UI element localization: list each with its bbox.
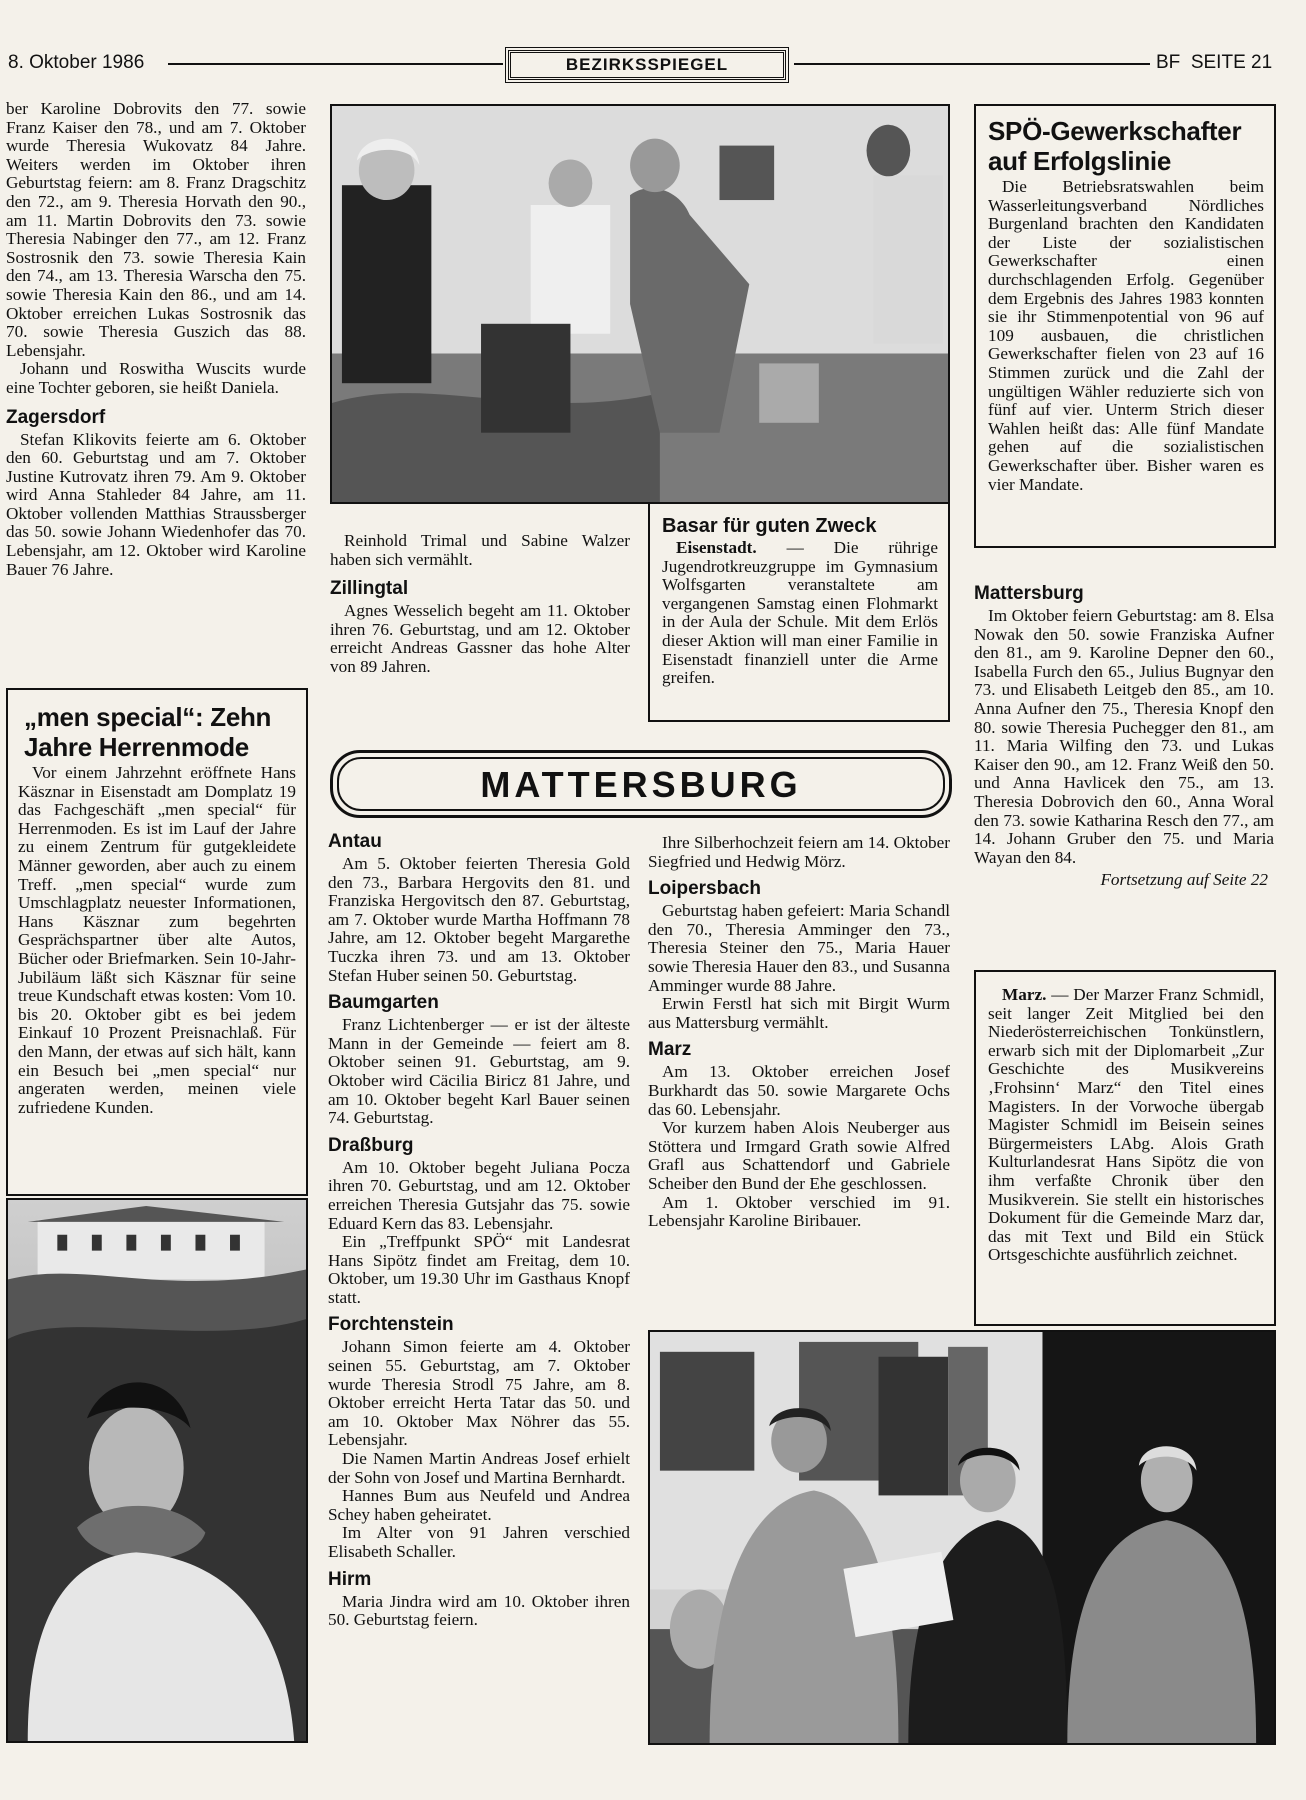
header-section: BEZIRKSSPIEGEL: [565, 55, 729, 74]
married-notice: Reinhold Trimal und Sabine Walzer haben sich vermählt.: [330, 531, 630, 569]
header-date: 8. Oktober 1986: [8, 52, 145, 73]
col-right-mattersburg: [974, 576, 1274, 890]
photo-herrenmode: [6, 1198, 308, 1743]
basar-box: [648, 504, 950, 722]
mattersburg-text: Im Oktober feiern Geburtstag: am 8. Elsa Nowak den 50. sowie Franziska Aufner den 81., am 9. Karoline Depner den 60., Isabella Furch den 65., Julius Bugnyar den 73. und Elisabeth Leitgeb den 85., am 10. Anna Aufner den 75., Theresia Knopf den 80. sowie Theresia Puchegger den 81., am 11. Maria Wilfing den 73. und Lukas Kaiser den 90., am 12. Franz Weiß den 50. und Anna Havlicek den 75., am 13. Theresia Dobrovich den 60., Anna Woral den 73. sowie Katharina Resch den 77., am 14. Johann Gruber den 75. und Maria Wayan den 84.: [974, 606, 1274, 867]
birth-notice: Johann und Roswitha Wuscits wurde eine Tochter geboren, sie heißt Daniela.: [6, 359, 306, 397]
zillingtal-text: Agnes Wesselich begeht am 11. Oktober ihren 76. Geburtstag, und am 12. Oktober erreicht Andreas Gassner das hohe Alter von 89 Jahren.: [330, 601, 630, 676]
marz-text-1: Am 13. Oktober erreichen Josef Burkhardt das 50. sowie Margarete Ochs das 60. Lebensjahr.: [648, 1062, 950, 1119]
marz-heading: Marz: [648, 1039, 692, 1061]
hirm-heading: Hirm: [328, 1568, 372, 1590]
spoe-box: [974, 104, 1276, 548]
mattersburg-banner-text: MATTERSBURG: [337, 757, 945, 811]
baumgarten-text: Franz Lichtenberger — er ist der älteste Mann in der Gemeinde — feiert am 8. Oktober seinen 91. Geburtstag, am 9. Oktober wird Cäcilia Biricz 81 Jahre, und am 10. Oktober begeht Karl Bauer seinen 74. Geburtstag.: [328, 1015, 630, 1128]
loipersbach-text-2: Erwin Ferstl hat sich mit Birgit Wurm aus Mattersburg vermählt.: [648, 994, 950, 1032]
zagersdorf-text: Stefan Klikovits feierte am 6. Oktober den 60. Geburtstag und am 7. Oktober Justine Kutrovatz ihren 79. Am 9. Oktober wird Anna Stahleder 84 Jahre, am 11. Oktober vollenden Matthias Straussberger das 50. sowie Johann Wiedenhofer das 70. Lebensjahr, am 12. Oktober wird Karoline Bauer 76 Jahre.: [6, 429, 306, 579]
drassburg-heading: Draßburg: [328, 1134, 414, 1156]
hirm-text: Maria Jindra wird am 10. Oktober ihren 50. Geburtstag feiern.: [328, 1591, 630, 1630]
col-b2: [648, 834, 950, 1231]
antau-heading: Antau: [328, 831, 382, 852]
marz-box-text: — Der Marzer Franz Schmidl, seit langer Zeit Mitglied bei den Niederösterreichischen Tonkünstlern, erwarb sich mit der Diplomarbeit „Zur Geschichte des Musikvereins ‚Frohsinn‘ Marz“ den Titel eines Magisters. In der Vorwoche übergab Magister Schmidl im Beisein seines Bürgermeisters LAbg. Alois Grath Kulturlandesrat Hans Sipötz die von ihm verfaßte Chronik über den Musikverein. Sie stellt ein historisches Dokument für die Gemeinde Marz dar, das mit Text und Bild ein Stück Ortsgeschichte ausführlich zeichnet.: [988, 985, 1264, 1265]
baumgarten-heading: Baumgarten: [328, 992, 439, 1014]
forchtenstein-text-1: Johann Simon feierte am 4. Oktober seinen 55. Geburtstag, am 7. Oktober wurde Theresia Strodl 75 Jahre, am 8. Oktober erreicht Herta Tatar das 50. und am 10. Oktober Max Nöhrer das 55. Lebensjahr.: [328, 1337, 630, 1450]
marz-dateline: Marz.: [1002, 985, 1047, 1004]
header-rule-right: [794, 63, 1150, 65]
header-rule-left: [168, 63, 503, 65]
page-header: [8, 50, 1300, 82]
mattersburg-heading: Mattersburg: [974, 583, 1084, 604]
men-special-box: [6, 688, 308, 1196]
loipersbach-heading: Loipersbach: [648, 878, 761, 900]
zillingtal-heading: Zillingtal: [330, 578, 409, 600]
header-page: BF SEITE 21: [1156, 52, 1273, 73]
forchtenstein-heading: Forchtenstein: [328, 1314, 454, 1336]
men-special-text: Vor einem Jahrzehnt eröffnete Hans Käsznar in Eisenstadt am Domplatz 19 das Fachgeschäft „men special“ für Herrenmoden. Es ist im Lauf der Jahre zu einem Zentrum für gutgekleidete Männer geworden, aber auch zu einem Treff. „men special“ wurde zum Umschlagplatz neuester Informationen, Hans Käsznar zum begehrten Gesprächspartner über alte Autos, Bücher oder Briefmarken. Sein 10-Jahr-Jubiläum läßt sich Käsznar für seine treue Kundschaft etwas kosten: Vom 10. bis 20. Oktober gibt es bei jedem Einkauf 10 Prozent Preisnachlaß. Für den Mann, der etwas auf sich hält, kann ein Besuch bei „men special“ nur angeraten werden, meinen viele zufriedene Kunden.: [18, 763, 296, 1117]
photo-chronik-uebergabe: [648, 1330, 1276, 1745]
spoe-text: Die Betriebsratswahlen beim Wasserleitungsverband Nördliches Burgenland brachten den Kandidaten der Liste der sozialistischen Gewerkschafter einen durchschlagenden Erfolg. Gegenüber dem Ergebnis des Jahres 1983 konnten sie ihr Stimmenpotential von 96 auf 109 ausbauen, die christlichen Gewerkschafter fielen von 23 auf 16 Stimmen zurück und die Zahl der ungültigen Wähler reduzierte sich von fünf auf vier. Unterm Strich dieser Wahlen heißt das: Alle fünf Mandate gehen auf die sozialistischen Gewerkschafter über. Bisher waren es vier Mandate.: [988, 177, 1264, 494]
drassburg-text-1: Am 10. Oktober begeht Juliana Pocza ihren 70. Geburtstag, und am 12. Oktober erreichen Theresia Gutsjahr das 75. sowie Eduard Kern das 83. Lebensjahr.: [328, 1157, 630, 1233]
zagersdorf-heading: Zagersdorf: [6, 406, 106, 428]
men-special-heading: „men special“: Zehn Jahre Herrenmode: [24, 702, 272, 762]
marz-text-2: Vor kurzem haben Alois Neuberger aus Stöttera und Irmgard Grath sowie Alfred Grafl aus Schattendorf und Gabriele Scheiber den Bund der Ehe geschlossen.: [648, 1118, 950, 1193]
basar-dateline: Eisenstadt.: [676, 538, 757, 557]
continued-note: Fortsetzung auf Seite 22: [1100, 870, 1268, 890]
loipersbach-text-1: Geburtstag haben gefeiert: Maria Schandl den 70., Theresia Amminger den 73., Theresia Steiner den 75., Maria Hauer sowie Theresia Hauer den 83., und Susanna Amminger wurde 88 Jahre.: [648, 901, 950, 995]
silver-wedding-notice: Ihre Silberhochzeit feiern am 14. Oktober Siegfried und Hedwig Mörz.: [648, 833, 950, 871]
birthday-list-continued: ber Karoline Dobrovits den 77. sowie Franz Kaiser den 78., und am 7. Oktober wurde Theresia Wukovatz 84 Jahre. Weiters werden im Oktober ihren Geburtstag feiern: am 8. Franz Dragschitz den 72., am 9. Theresia Horvath den 90., am 11. Martin Dobrovits den 73. sowie Theresia Nabinger den 77., am 12. Franz Sostrosnik den 73. sowie Theresia Kain den 74., am 13. Theresia Warscha den 75. sowie Theresia Kain den 86., und am 14. Oktober erreichen Lukas Sostrosnik das 70. sowie Theresia Guszich das 88. Lebensjahr.: [6, 99, 306, 360]
col-mid-top: [330, 532, 630, 677]
basar-heading: Basar für guten Zweck: [662, 515, 877, 537]
photo-flohmarkt: [330, 104, 950, 504]
col1-top: [6, 100, 306, 579]
drassburg-text-2: Ein „Treffpunkt SPÖ“ mit Landesrat Hans Sipötz findet am Freitag, dem 10. Oktober, um 19.30 Uhr im Gasthaus Knopf statt.: [328, 1232, 630, 1307]
header-section-box: [508, 50, 786, 80]
marz-text-3: Am 1. Oktober verschied im 91. Lebensjahr Karoline Biribauer.: [648, 1192, 950, 1231]
forchtenstein-text-3: Hannes Bum aus Neufeld und Andrea Schey haben geheiratet.: [328, 1486, 630, 1524]
forchtenstein-text-4: Im Alter von 91 Jahren verschied Elisabeth Schaller.: [328, 1523, 630, 1561]
basar-text: — Die rührige Jugendrotkreuzgruppe im Gymnasium Wolfsgarten veranstaltete am vergangenen Samstag einen Flohmarkt in der Aula der Schule. Mit dem Erlös dieser Aktion will man einer Familie in Eisenstadt finanziell unter die Arme greifen.: [662, 538, 938, 688]
forchtenstein-text-2: Die Namen Martin Andreas Josef erhielt der Sohn von Josef und Martina Bernhardt.: [328, 1449, 630, 1487]
col-b1: [328, 830, 630, 1630]
antau-text: Am 5. Oktober feierten Theresia Gold den 73., Barbara Hergovits den 81. und Franziska Hergovitsch den 87. Geburtstag, am 7. Oktober wurde Martha Hoffmann 78 Jahre, am 12. Oktober begeht Margarethe Tuczka ihren 73. und am 13. Oktober Stefan Huber seinen 50. Geburtstag.: [328, 854, 630, 985]
marz-box: [974, 970, 1276, 1326]
spoe-heading: SPÖ-Gewerkschafter auf Erfolgslinie: [988, 116, 1242, 176]
mattersburg-banner: [330, 750, 952, 818]
